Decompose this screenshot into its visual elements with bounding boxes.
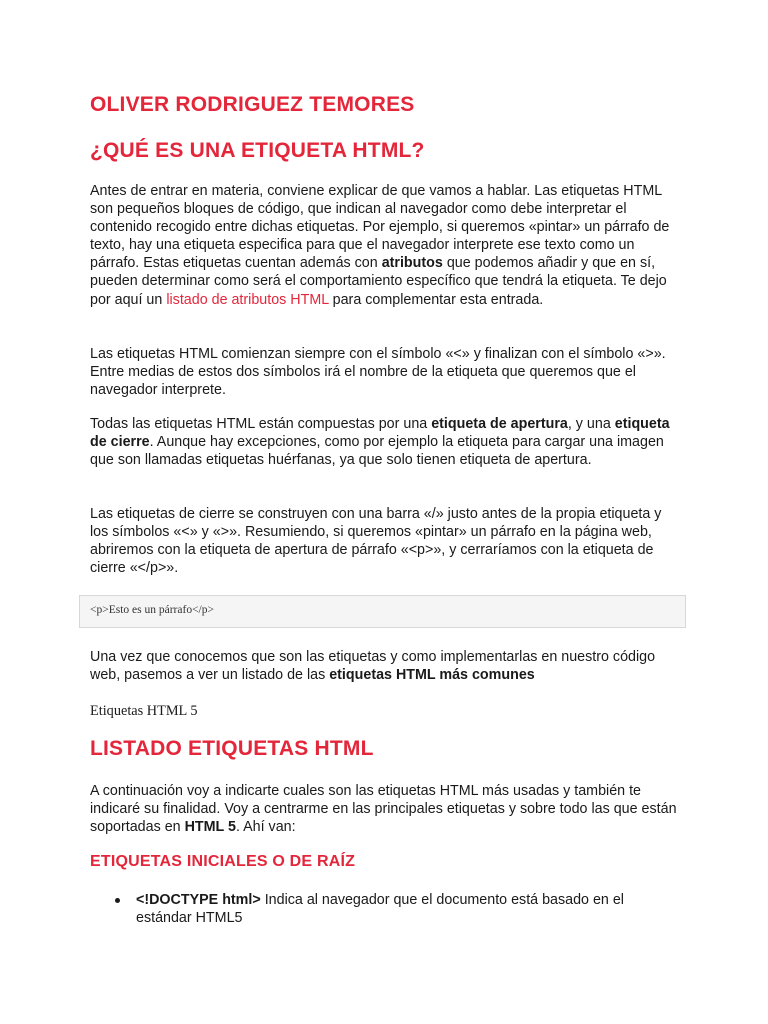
p3-text-1: Todas las etiquetas HTML están compuestas por una xyxy=(90,416,432,432)
intro-text-1: Antes de entrar en materia, conviene explicar de que vamos a hablar. Las etiquetas HTML son pequeños bloques de código, que indican al navegador como debe interpretar el contenido recogido entre dichas etiquetas. Por ejemplo, si queremos «pintar» un párrafo de texto, hay una etiqueta especifica para que el navegador interprete ese texto como un párrafo. Estas etiquetas cuentan además con xyxy=(90,183,670,272)
intro-text-3: para complementar esta entrada. xyxy=(328,291,544,308)
intro-bold-atributos: atributos xyxy=(381,255,443,272)
list-item xyxy=(90,891,680,927)
heading-listado: LISTADO ETIQUETAS HTML xyxy=(90,737,374,760)
author-name: OLIVER RODRIGUEZ TEMORES xyxy=(90,93,415,116)
heading-etiquetas-iniciales: ETIQUETAS INICIALES O DE RAÍZ xyxy=(90,853,356,870)
tag-list xyxy=(90,891,680,927)
bullet-icon xyxy=(115,898,120,903)
p3-bold-apertura: etiqueta de apertura xyxy=(431,416,568,432)
intro-text-2: que podemos añadir y que en sí, pueden determinar como será el comportamiento específico que tendrá la etiqueta. Te dejo por aquí un xyxy=(90,255,667,308)
list-item-desc: Indica al navegador que el documento está basado en el estándar HTML5 xyxy=(136,892,624,927)
p5-bold-comunes: etiquetas HTML más comunes xyxy=(329,667,535,684)
p6-bold-html5: HTML 5 xyxy=(184,819,236,836)
html5-caption: Etiquetas HTML 5 xyxy=(90,703,198,719)
heading-que-es: ¿QUÉ ES UNA ETIQUETA HTML? xyxy=(90,139,425,162)
paragraph-listado-intro xyxy=(90,648,680,684)
p3-text-3: . Aunque hay excepciones, como por ejemplo la etiqueta para cargar una imagen que son llamadas etiquetas huérfanas, ya que solo tienen etiqueta de apertura. xyxy=(90,434,664,469)
p6-text-1: A continuación voy a indicarte cuales son las etiquetas HTML más usadas y también te indicaré su finalidad. Voy a centrarme en las principales etiquetas y sobre todo las que están soportadas en xyxy=(90,783,677,836)
paragraph-apertura-cierre xyxy=(90,415,680,469)
paragraph-intro xyxy=(90,182,680,309)
p6-text-2: . Ahí van: xyxy=(235,819,296,836)
paragraph-cierre: Las etiquetas de cierre se construyen con una barra «/» justo antes de la propia etiqueta y los símbolos «<» y «>». Resumiendo, si queremos «pintar» un párrafo en la página web, abriremos con la etiqueta de apertura de párrafo «<p>», y cerraríamos con la etiqueta de cierre «</p>». xyxy=(90,506,662,577)
link-listado-atributos[interactable]: listado de atributos HTML xyxy=(166,291,329,308)
paragraph-simbolos: Las etiquetas HTML comienzan siempre con el símbolo «<» y finalizan con el símbolo «>». Entre medias de estos dos símbolos irá el nombre de la etiqueta que queremos que el navegador interprete. xyxy=(90,346,666,399)
p3-bold-cierre: etiqueta de cierre xyxy=(90,416,670,451)
code-example-text: <p>Esto es un párrafo</p> xyxy=(90,604,214,616)
p5-text-1: Una vez que conocemos que son las etiquetas y como implementarlas en nuestro código web, pasemos a ver un listado de las xyxy=(90,649,656,684)
paragraph-continuacion xyxy=(90,782,680,836)
p3-text-2: , y una xyxy=(567,416,615,432)
list-item-tag: <!DOCTYPE html> xyxy=(136,892,261,908)
code-example-box xyxy=(79,595,686,628)
